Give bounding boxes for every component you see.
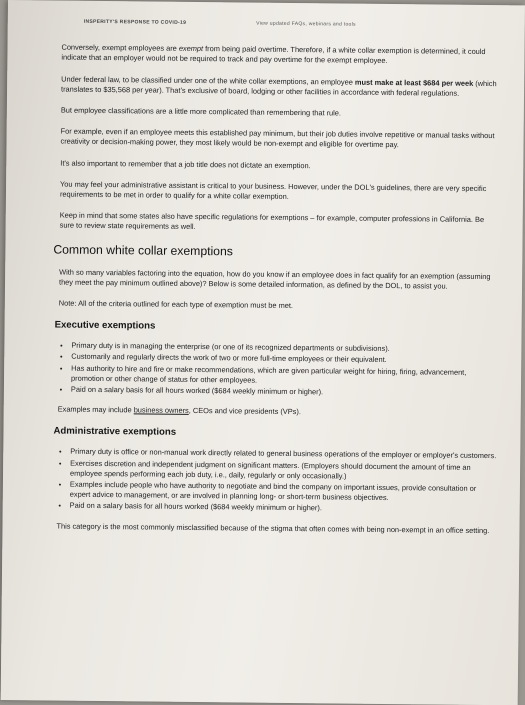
- paragraph-misclassified: This category is the most commonly misclassified because of the stigma that often comes with being non-exempt in an office setting.: [56, 521, 490, 535]
- list-item: • Primary duty is office or non-manual work directly related to general business operations of the employer or employer's customers.: [70, 447, 497, 462]
- administrative-criteria-list: [57, 447, 498, 516]
- paper-sheet: [1, 0, 525, 705]
- header-left: INSPERITY'S RESPONSE TO COVID-19: [83, 18, 187, 26]
- italic-text: exempt: [178, 43, 204, 54]
- document-page: [53, 17, 501, 547]
- list-item: • Examples include people who have authority to negotiate and bind the company on important issues, provide consultation or expert advice to management, or are involved in planning long- or short-term business objectives.: [70, 480, 497, 505]
- list-item: • Exercises discretion and independent judgment on significant matters. (Employers should document the amount of time an employee spends performing each job duty, i.e., daily, regularly or only occasionally.): [70, 458, 497, 483]
- heading-common-exemptions: Common white collar exemptions: [53, 242, 233, 259]
- paragraph-example: For example, even if an employee meets this established pay minimum, but their job duties involve repetitive or manual tasks without creativity or decision-making power, they most likely would be non-exempt and eligible for overtime pay.: [60, 126, 495, 150]
- text: Conversely, exempt employees are: [61, 42, 179, 53]
- text: , CEOs and vice presidents (VPs).: [188, 406, 301, 417]
- business-owners-link[interactable]: business owners: [133, 405, 189, 416]
- list-item: • Paid on a salary basis for all hours worked ($684 weekly minimum or higher).: [71, 385, 498, 400]
- paragraph-complicated: But employee classifications are a little more complicated than remembering that rule.: [60, 105, 342, 118]
- list-item: • Customarily and regularly directs the work of two or more full-time employees or their equivalent.: [71, 352, 498, 367]
- bold-text: must make at least $684 per week: [354, 77, 474, 88]
- page-header: [84, 17, 502, 32]
- text: Examples may include: [57, 404, 134, 415]
- executive-criteria-list: [58, 341, 499, 400]
- list-item: • Paid on a salary basis for all hours worked ($684 weekly minimum or higher).: [70, 501, 497, 516]
- paragraph-variables: With so many variables factoring into the equation, how do you know if an employee does in fact qualify for an exemption (assuming they meet the pay minimum outlined above)? Below is some detailed information, as defined by the DOL, to assist you.: [59, 267, 491, 291]
- paragraph-state-regulations: Keep in mind that some states also have specific regulations for exemptions – for example, computer professions in California. Be sure to review state requirements as well.: [59, 210, 485, 232]
- header-right: View updated FAQs, webinars and tools: [256, 20, 356, 28]
- paragraph-note: Note: All of the criteria outlined for each type of exemption must be met.: [58, 298, 294, 311]
- paragraph-admin-assistant: You may feel your administrative assistant is critical to your business. However, under the DOL's guidelines, there are very specific requirements to be met in order to qualify for a white collar exemption.: [59, 179, 487, 201]
- paragraph-executive-examples: [58, 405, 498, 420]
- list-item: • Has authority to hire and fire or make recommendations, which are given particular weight for hiring, firing, advancement, promotion or other change of status for other employees.: [71, 363, 498, 388]
- text: from being paid overtime. Therefore, if a white collar exemption is determined, it could indicate that an employer would not be required to track and pay overtime for the exempt employee.: [61, 44, 486, 66]
- paragraph-job-title: It's also important to remember that a job title does not dictate an exemption.: [60, 158, 311, 170]
- list-item: • Primary duty is in managing the enterprise (or one of its recognized departments or subdivisions).: [71, 341, 498, 356]
- text: (which translates to $35,568 per year). That's exclusive of board, lodging or other facilities in accordance with federal regulations.: [61, 78, 497, 98]
- heading-administrative-exemptions: Administrative exemptions: [53, 425, 177, 439]
- paragraph-overtime: [61, 43, 501, 68]
- heading-executive-exemptions: Executive exemptions: [54, 319, 156, 332]
- text: Under federal law, to be classified under one of the white collar exemptions, an employee: [61, 74, 355, 87]
- paragraph-federal-law: [61, 74, 501, 99]
